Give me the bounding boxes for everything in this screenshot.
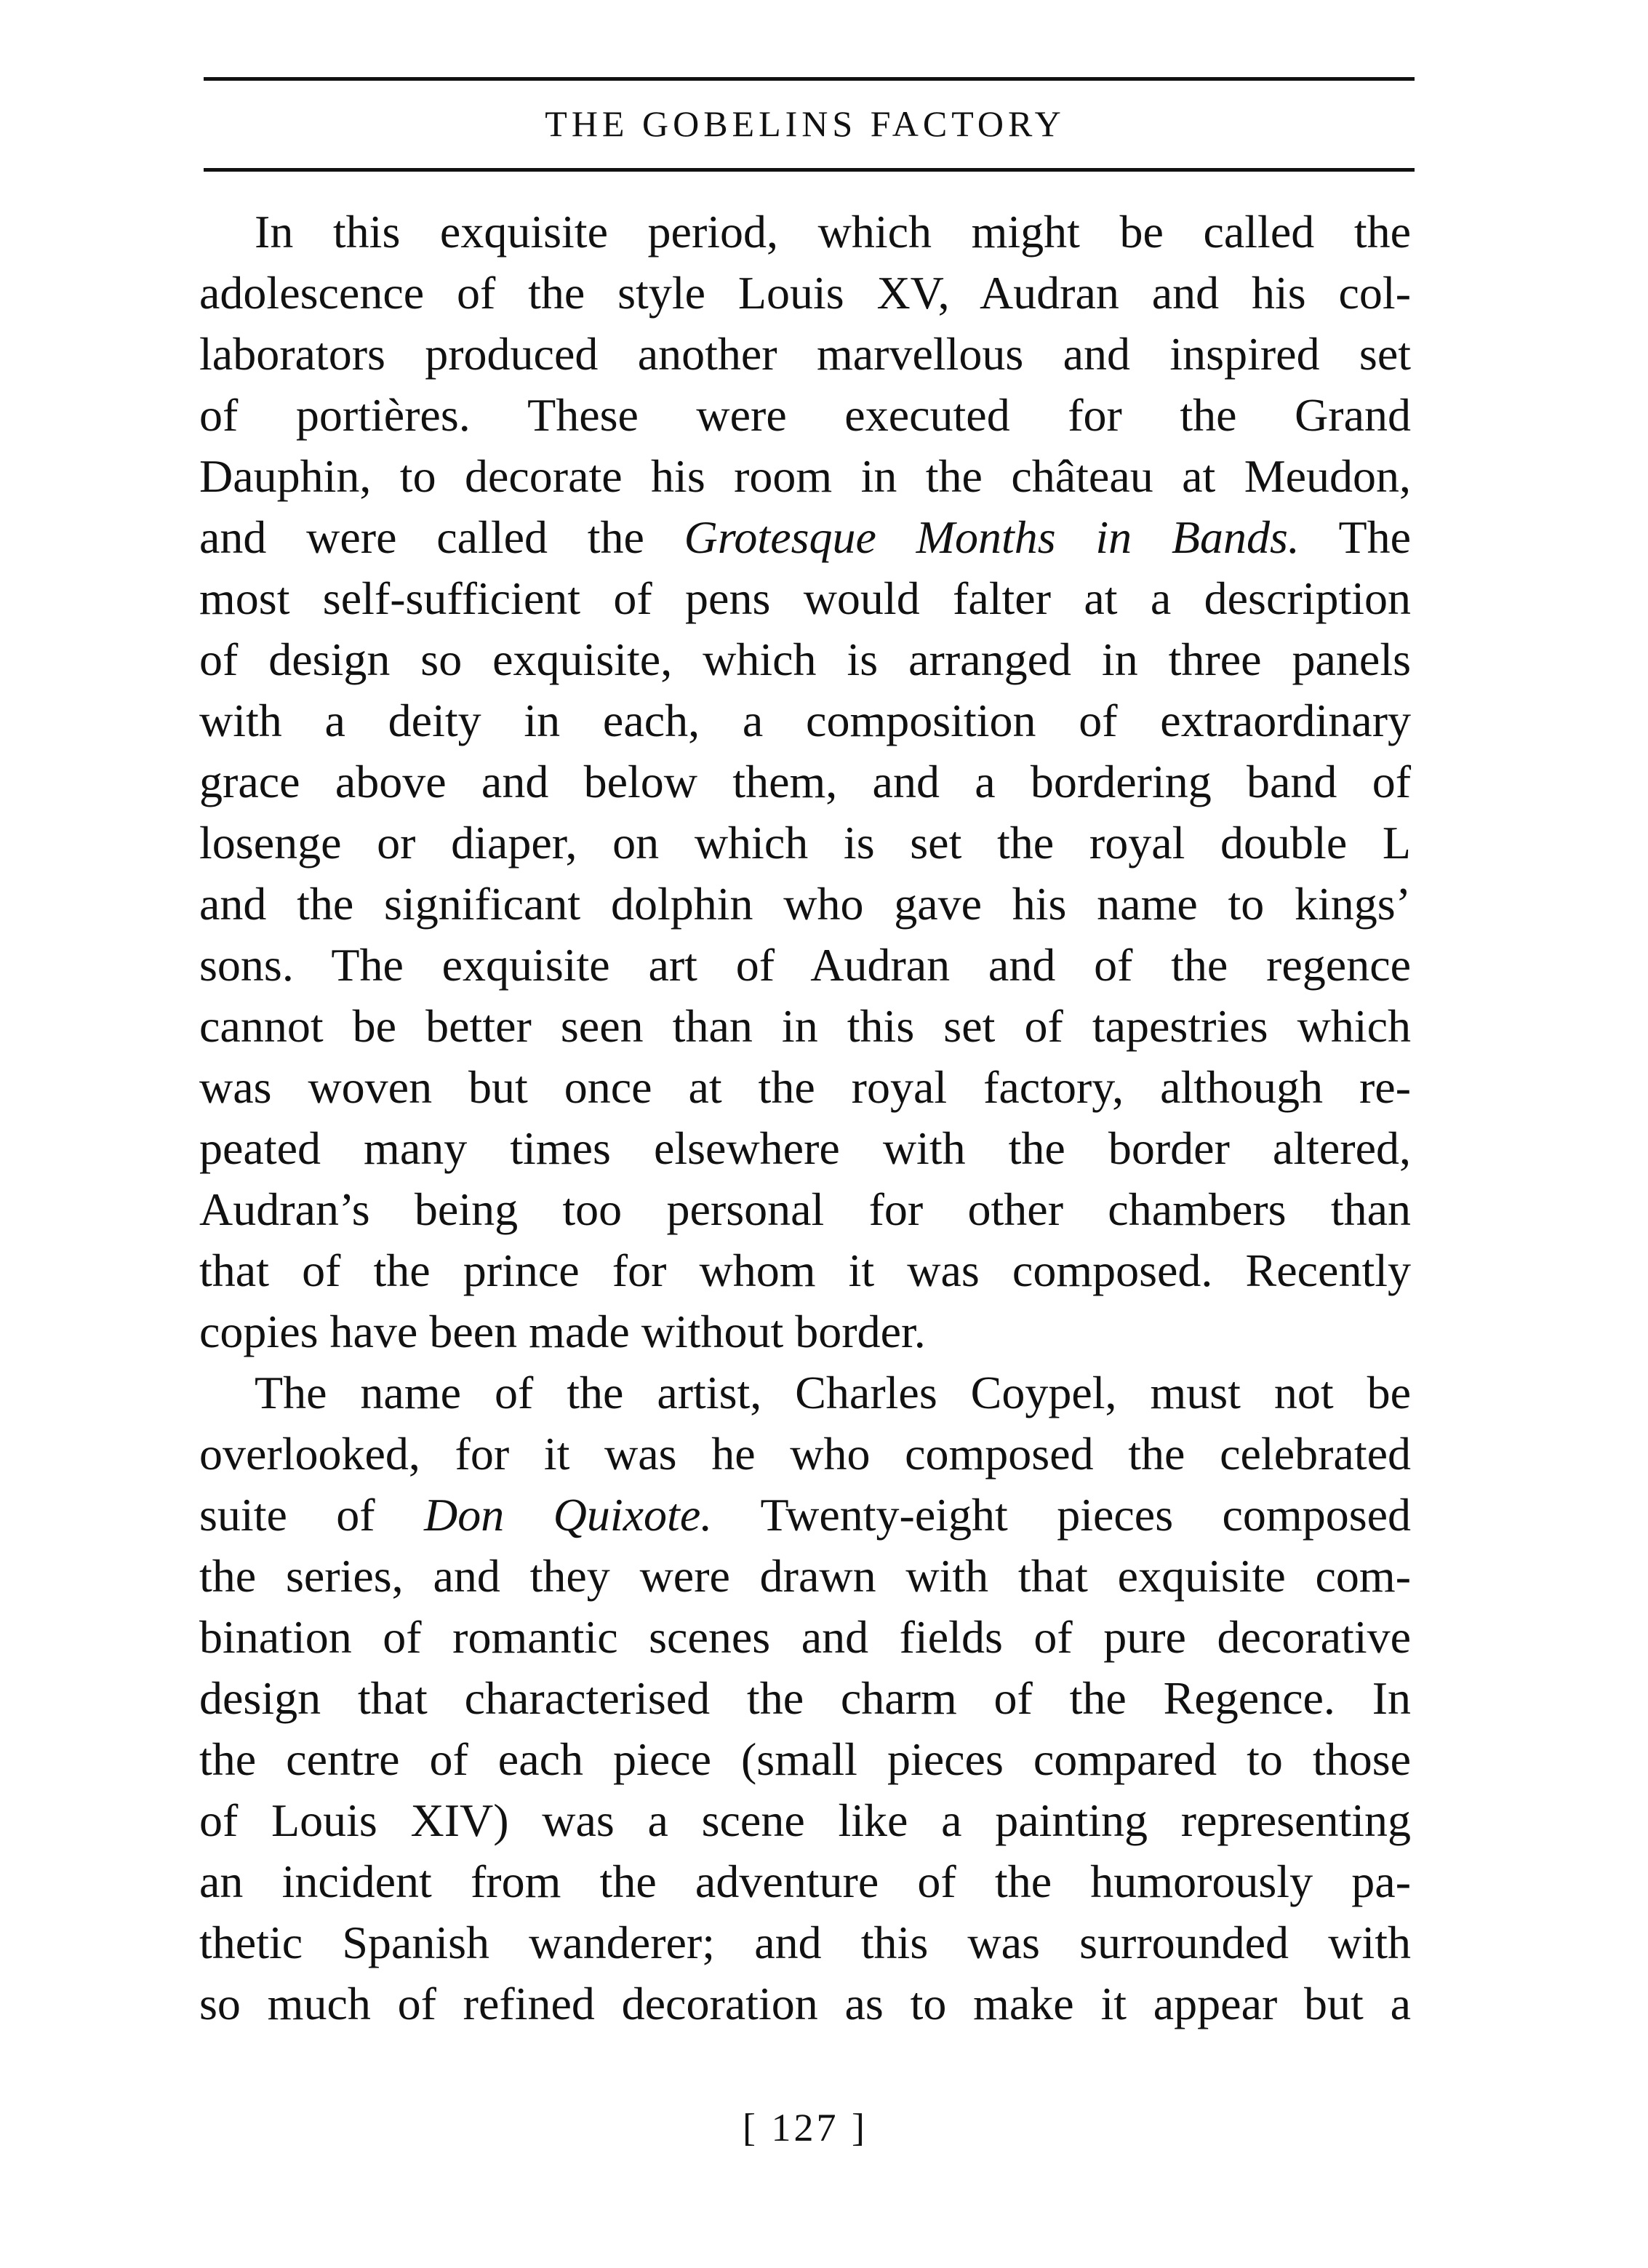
text-segment: most self-sufficient of pens would falter at a description	[199, 572, 1411, 624]
text-segment: The	[1299, 511, 1412, 563]
text-line	[199, 1301, 1411, 1362]
text-line	[199, 1057, 1411, 1118]
text-line	[199, 1485, 1411, 1546]
text-line	[199, 446, 1411, 507]
text-line	[199, 874, 1411, 935]
text-line	[199, 812, 1411, 874]
text-line	[199, 935, 1411, 996]
text-line	[199, 1607, 1411, 1668]
text-segment: and the significant dolphin who gave his name to kings’	[199, 878, 1411, 930]
text-line	[199, 568, 1411, 629]
text-segment: overlooked, for it was he who composed the celebrated	[199, 1428, 1411, 1480]
text-segment: cannot be better seen than in this set of tapestries which	[199, 1000, 1411, 1052]
text-segment: suite of	[199, 1489, 424, 1541]
text-segment: Twenty-eight pieces composed	[712, 1489, 1411, 1541]
text-segment: copies have been made without border.	[199, 1306, 926, 1357]
text-segment: In this exquisite period, which might be called the	[255, 206, 1411, 257]
text-segment: peated many times elsewhere with the border altered,	[199, 1122, 1411, 1174]
text-segment: design that characterised the charm of the Regence. In	[199, 1672, 1411, 1724]
header-rule-bottom	[204, 168, 1415, 172]
text-segment: grace above and below them, and a bordering band of	[199, 756, 1411, 807]
italic-title: Don Quixote.	[424, 1489, 713, 1541]
text-segment: The name of the artist, Charles Coypel, must not be	[255, 1367, 1411, 1418]
text-line	[199, 263, 1411, 324]
text-segment: adolescence of the style Louis XV, Audran and his col-	[199, 267, 1411, 319]
text-segment: laborators produced another marvellous and inspired set	[199, 328, 1411, 380]
text-line	[199, 1424, 1411, 1485]
text-line	[199, 1362, 1411, 1424]
text-line	[199, 385, 1411, 446]
text-segment: the series, and they were drawn with that exquisite com-	[199, 1550, 1411, 1602]
text-segment: sons. The exquisite art of Audran and of the regence	[199, 939, 1411, 991]
text-line	[199, 1546, 1411, 1607]
text-line	[199, 690, 1411, 751]
text-segment: Audran’s being too personal for other chambers than	[199, 1183, 1411, 1235]
text-line	[199, 1973, 1411, 2035]
text-line	[199, 1729, 1411, 1790]
text-line	[199, 1179, 1411, 1240]
text-segment: was woven but once at the royal factory, although re-	[199, 1061, 1411, 1113]
text-segment: and were called the	[199, 511, 684, 563]
text-segment: losenge or diaper, on which is set the royal double L	[199, 817, 1411, 869]
text-line	[199, 1240, 1411, 1301]
text-segment: Dauphin, to decorate his room in the château at Meudon,	[199, 450, 1411, 502]
text-segment: of Louis XIV) was a scene like a painting representing	[199, 1794, 1411, 1846]
text-line	[199, 507, 1411, 568]
text-segment: so much of refined decoration as to make it appear but a	[199, 1978, 1411, 2029]
text-segment: thetic Spanish wanderer; and this was surrounded with	[199, 1917, 1411, 1968]
header-rule-top	[204, 77, 1415, 81]
text-line	[199, 1790, 1411, 1851]
text-line	[199, 751, 1411, 812]
text-segment: of design so exquisite, which is arranged in three panels	[199, 634, 1411, 685]
text-line	[199, 1118, 1411, 1179]
text-line	[199, 324, 1411, 385]
text-segment: with a deity in each, a composition of extraordinary	[199, 695, 1411, 746]
running-head: THE GOBELINS FACTORY	[545, 103, 1065, 144]
page-number: [ 127 ]	[743, 2106, 868, 2149]
text-segment: the centre of each piece (small pieces compared to those	[199, 1733, 1411, 1785]
body-text	[199, 201, 1411, 2035]
text-line	[199, 201, 1411, 263]
text-segment: of portières. These were executed for the Grand	[199, 389, 1411, 441]
italic-title: Grotesque Months in Bands.	[684, 511, 1300, 563]
text-line	[199, 629, 1411, 690]
text-line	[199, 1851, 1411, 1912]
text-line	[199, 1912, 1411, 1973]
text-segment: that of the prince for whom it was composed. Recently	[199, 1245, 1411, 1296]
text-line	[199, 996, 1411, 1057]
text-segment: bination of romantic scenes and fields of pure decorative	[199, 1611, 1411, 1663]
text-segment: an incident from the adventure of the humorously pa-	[199, 1856, 1411, 1907]
text-line	[199, 1668, 1411, 1729]
